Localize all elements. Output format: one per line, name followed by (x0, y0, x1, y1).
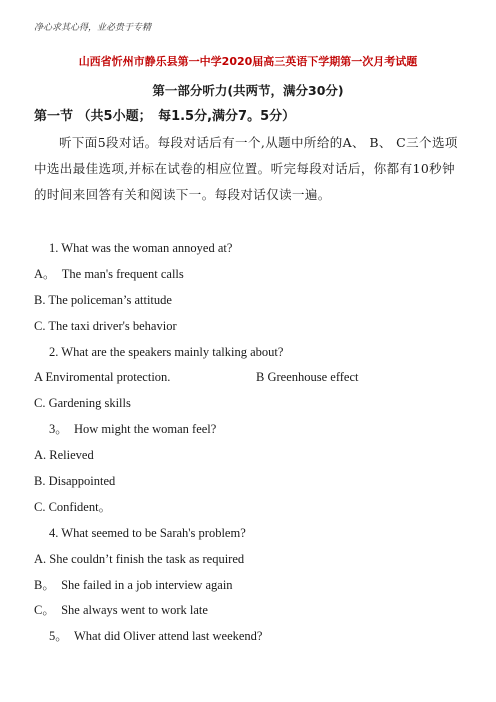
instructions-paragraph: 听下面5段对话。每段对话后有一个,从题中所给的A、 B、 C三个选项中选出最佳选项,并标在试卷的相应位置。听完每段对话后，你都有10秒钟的时间来回答有关和阅读下一。每段对话仅读一遍。 (34, 135, 458, 202)
question-2-option-c: C. Gardening skills (34, 396, 131, 411)
question-3-option-c: C. Confident。 (34, 499, 112, 514)
section-title: 第一节 （共5小题； 每1.5分,满分7。5分） (34, 109, 296, 124)
question-3-option-a: A. Relieved (34, 448, 94, 463)
document-title: 山西省忻州市静乐县第一中学2020届高三英语下学期第一次月考试题 (78, 55, 418, 68)
header-note: 净心求其心得，业必贵于专精 (34, 23, 152, 33)
question-1-option-c: C. The taxi driver's behavior (34, 318, 177, 333)
question-1-option-a: A。 The man's frequent calls (34, 266, 184, 281)
question-2-option-a: A Enviromental protection. (34, 370, 171, 385)
question-1-option-b: B. The policeman’s attitude (34, 292, 172, 307)
part-title: 第一部分听力(共两节，满分30分) (152, 83, 344, 98)
question-2-option-b: B Greenhouse effect (256, 370, 359, 385)
question-list (34, 238, 474, 652)
question-4-stem: 4. What seemed to be Sarah's problem? (49, 525, 246, 540)
question-4-option-a: A. She couldn’t finish the task as required (34, 551, 245, 566)
question-3-stem: 3。 How might the woman feel? (49, 422, 217, 437)
question-4-option-b: B。 She failed in a job interview again (34, 577, 233, 592)
question-5-stem: 5。 What did Oliver attend last weekend? (49, 629, 263, 644)
question-4-option-c: C。 She always went to work late (34, 603, 208, 618)
question-1-stem: 1. What was the woman annoyed at? (49, 241, 233, 255)
question-2-stem: 2. What are the speakers mainly talking about? (49, 344, 284, 359)
question-3-option-b: B. Disappointed (34, 474, 116, 489)
question-2-options-row (34, 367, 474, 393)
